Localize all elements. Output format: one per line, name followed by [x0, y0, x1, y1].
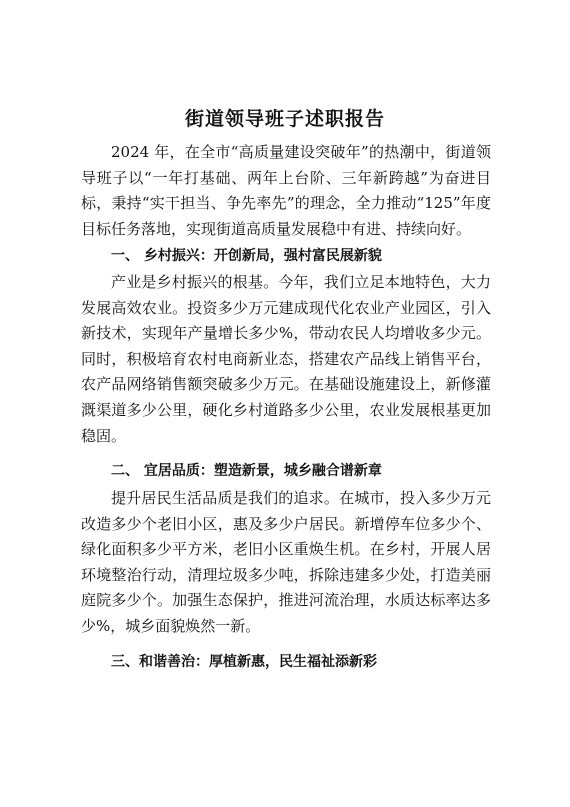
document-title: 街道领导班子述职报告	[184, 108, 385, 130]
section-heading-rural-revitalization: 一、 乡村振兴：开创新局，强村富民展新貌	[111, 248, 382, 264]
section-heading-livable-quality: 二、 宜居品质：塑造新景，城乡融合谱新章	[111, 463, 382, 479]
section-body-livable-quality: 提升居民生活品质是我们的追求。在城市，投入多少万元改造多少个老旧小区，惠及多少户居民。新增停车位多少个、绿化面积多少平方米，老旧小区重焕生机。在乡村，开展人居环境整治行动，清理垃圾多少吨，拆除违建多少处，打造美丽庭院多少个。加强生态保护，推进河流治理，水质达标率达多少%，城乡面貌焕然一新。	[81, 489, 491, 635]
section-heading-harmonious-governance: 三、和谐善治：厚植新惠，民生福祉添新彩	[111, 654, 377, 670]
section-body-rural-revitalization: 产业是乡村振兴的根基。今年，我们立足本地特色，大力发展高效农业。投资多少万元建成现代化农业产业园区，引入新技术，实现年产量增长多少%，带动农民人均增收多少元。同时，积极培育农村电商新业态，搭建农产品线上销售平台，农产品网络销售额突破多少万元。在基础设施建设上，新修灌溉渠道多少公里，硬化乡村道路多少公里，农业发展根基更加稳固。	[81, 273, 491, 445]
intro-paragraph: 2024 年，在全市“高质量建设突破年”的热潮中，街道领导班子以“一年打基础、两年上台阶、三年新跨越”为奋进目标，秉持“实干担当、争先率先”的理念，全力推动“125”年度目标任务落地，实现街道高质量发展稳中有进、持续向好。	[81, 143, 491, 238]
